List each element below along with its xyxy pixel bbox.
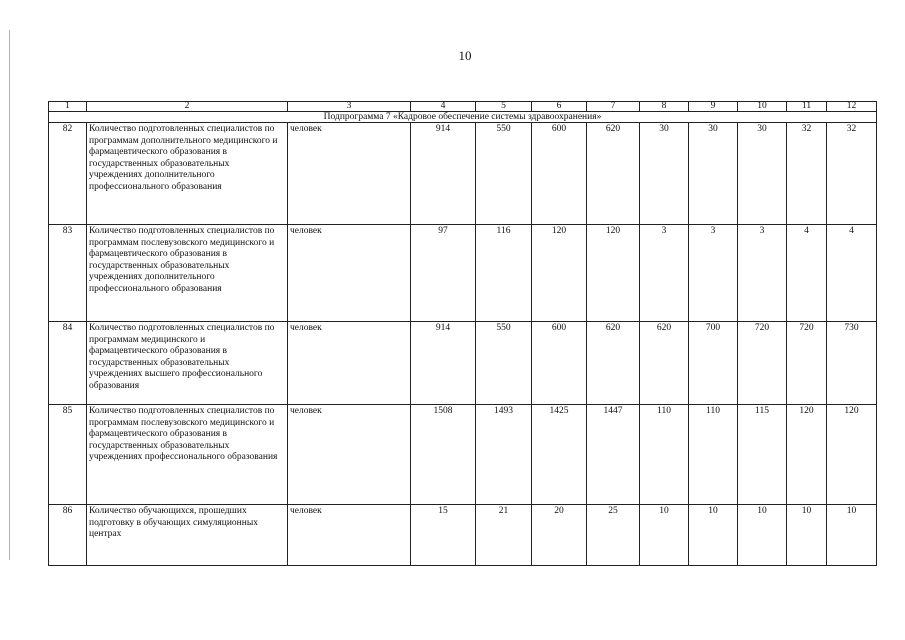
indicator-name: Количество подготовленных специалистов по программам послевузовского медицинского и фармацевтического образования в государственных образовательных учреждениях профессионального образования <box>87 405 288 505</box>
value-cell: 25 <box>587 505 640 566</box>
value-cell: 32 <box>827 123 877 225</box>
table-row <box>49 225 877 322</box>
value-cell: 32 <box>787 123 827 225</box>
table-row <box>49 322 877 405</box>
column-header: 11 <box>787 102 827 112</box>
column-header: 9 <box>689 102 738 112</box>
indicator-name: Количество подготовленных специалистов по программам медицинского и фармацевтического образования в государственных образовательных учреждениях высшего профессионального образования <box>87 322 288 405</box>
value-cell: 110 <box>689 405 738 505</box>
value-cell: 1425 <box>532 405 587 505</box>
value-cell: 600 <box>532 322 587 405</box>
value-cell: 4 <box>827 225 877 322</box>
subprogram-row <box>49 112 877 123</box>
value-cell: 550 <box>476 123 532 225</box>
unit-cell: человек <box>288 225 411 322</box>
left-margin-line <box>9 30 10 560</box>
table-row <box>49 505 877 566</box>
value-cell: 1508 <box>411 405 476 505</box>
value-cell: 550 <box>476 322 532 405</box>
row-number: 82 <box>49 123 87 225</box>
column-header: 2 <box>87 102 288 112</box>
value-cell: 730 <box>827 322 877 405</box>
value-cell: 10 <box>738 505 787 566</box>
indicator-name: Количество подготовленных специалистов по программам послевузовского медицинского и фармацевтического образования в государственных образовательных учреждениях дополнительного профессионального образования <box>87 225 288 322</box>
row-number: 85 <box>49 405 87 505</box>
unit-cell: человек <box>288 123 411 225</box>
indicators-table <box>48 101 877 566</box>
column-header: 10 <box>738 102 787 112</box>
value-cell: 3 <box>640 225 689 322</box>
value-cell: 120 <box>587 225 640 322</box>
column-header: 5 <box>476 102 532 112</box>
unit-cell: человек <box>288 405 411 505</box>
page-number: 10 <box>458 48 472 63</box>
value-cell: 15 <box>411 505 476 566</box>
value-cell: 10 <box>787 505 827 566</box>
table-row <box>49 123 877 225</box>
value-cell: 30 <box>640 123 689 225</box>
row-number: 84 <box>49 322 87 405</box>
value-cell: 30 <box>689 123 738 225</box>
column-header: 7 <box>587 102 640 112</box>
column-header: 1 <box>49 102 87 112</box>
value-cell: 97 <box>411 225 476 322</box>
value-cell: 700 <box>689 322 738 405</box>
value-cell: 30 <box>738 123 787 225</box>
value-cell: 914 <box>411 322 476 405</box>
column-header: 4 <box>411 102 476 112</box>
value-cell: 110 <box>640 405 689 505</box>
value-cell: 120 <box>532 225 587 322</box>
value-cell: 620 <box>587 123 640 225</box>
column-header: 8 <box>640 102 689 112</box>
indicator-name: Количество обучающихся, прошедших подготовку в обучающих симуляционных центрах <box>87 505 288 566</box>
value-cell: 10 <box>827 505 877 566</box>
row-number: 83 <box>49 225 87 322</box>
value-cell: 3 <box>689 225 738 322</box>
value-cell: 914 <box>411 123 476 225</box>
value-cell: 620 <box>587 322 640 405</box>
value-cell: 115 <box>738 405 787 505</box>
column-number-row <box>49 102 877 112</box>
value-cell: 120 <box>827 405 877 505</box>
value-cell: 720 <box>738 322 787 405</box>
value-cell: 10 <box>640 505 689 566</box>
value-cell: 1493 <box>476 405 532 505</box>
subprogram-title: Подпрограмма 7 «Кадровое обеспечение системы здравоохранения» <box>49 112 877 123</box>
value-cell: 120 <box>787 405 827 505</box>
value-cell: 600 <box>532 123 587 225</box>
value-cell: 720 <box>787 322 827 405</box>
unit-cell: человек <box>288 322 411 405</box>
unit-cell: человек <box>288 505 411 566</box>
table-row <box>49 405 877 505</box>
column-header: 6 <box>532 102 587 112</box>
column-header: 3 <box>288 102 411 112</box>
value-cell: 21 <box>476 505 532 566</box>
value-cell: 4 <box>787 225 827 322</box>
value-cell: 20 <box>532 505 587 566</box>
value-cell: 620 <box>640 322 689 405</box>
value-cell: 116 <box>476 225 532 322</box>
value-cell: 1447 <box>587 405 640 505</box>
indicator-name: Количество подготовленных специалистов по программам дополнительного медицинского и фармацевтического образования в государственных образовательных учреждениях дополнительного профессионального образования <box>87 123 288 225</box>
value-cell: 10 <box>689 505 738 566</box>
value-cell: 3 <box>738 225 787 322</box>
row-number: 86 <box>49 505 87 566</box>
column-header: 12 <box>827 102 877 112</box>
